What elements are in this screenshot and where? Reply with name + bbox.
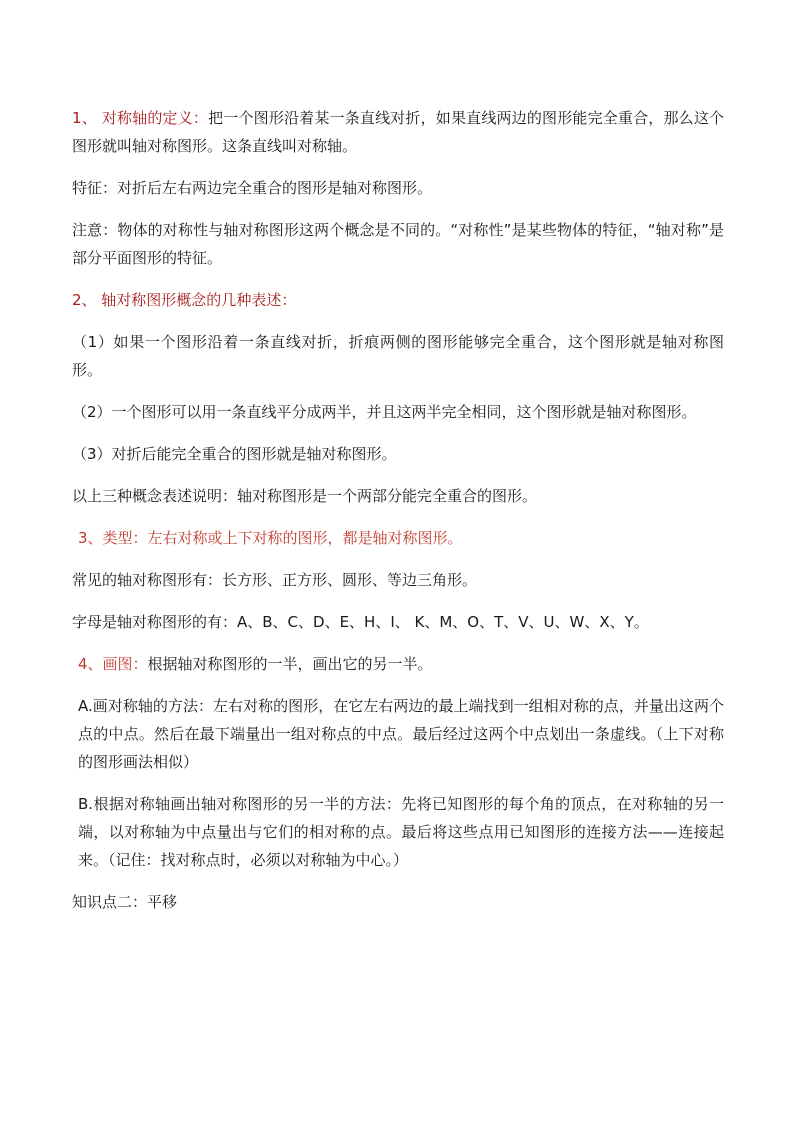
- section-1-text: 把一个图形沿着某一条直线对折，如果直线两边的图形能完全重合，那么这个图形就叫轴对称图形。这条直线叫对称轴。: [72, 109, 725, 155]
- section-3-heading: 3、类型：左右对称或上下对称的图形，都是轴对称图形。: [78, 529, 463, 547]
- statement-1: （1）如果一个图形沿着一条直线对折，折痕两侧的图形能够完全重合，这个图形就是轴对称图形。: [72, 333, 724, 379]
- method-a-paragraph: A.画对称轴的方法：左右对称的图形，在它左右两边的最上端找到一组相对称的点，并量出这两个点的中点。然后在最下端量出一组对称点的中点。最后经过这两个中点划出一条虚线。（上下对称的图形画法相似）: [78, 697, 724, 771]
- section-4-heading: 4、画图：: [78, 655, 148, 673]
- common-shapes-paragraph: 常见的轴对称图形有：长方形、正方形、圆形、等边三角形。: [72, 571, 478, 589]
- statement-3: （3）对折后能完全重合的图形就是轴对称图形。: [72, 445, 397, 463]
- summary-paragraph: 以上三种概念表述说明：轴对称图形是一个两部分能完全重合的图形。: [72, 487, 538, 505]
- letters-paragraph: 字母是轴对称图形的有：A、B、C、D、E、H、I、 K、M、O、T、V、U、W、X、Y。: [72, 613, 649, 631]
- document-body: [72, 104, 724, 930]
- section-1-definition: [72, 104, 724, 160]
- section-1-heading: 1、 对称轴的定义：: [72, 109, 209, 127]
- section-2-heading: 2、 轴对称图形概念的几种表述：: [72, 291, 297, 309]
- section-4-drawing: [72, 650, 724, 678]
- knowledge-point-2: 知识点二：平移: [72, 893, 178, 911]
- section-4-text: 根据轴对称图形的一半，画出它的另一半。: [147, 655, 433, 673]
- feature-paragraph: 特征：对折后左右两边完全重合的图形是轴对称图形。: [72, 179, 433, 197]
- statement-2: （2）一个图形可以用一条直线平分成两半，并且这两半完全相同，这个图形就是轴对称图形。: [72, 403, 697, 421]
- method-b-paragraph: B.根据对称轴画出轴对称图形的另一半的方法：先将已知图形的每个角的顶点，在对称轴的另一端，以对称轴为中点量出与它们的相对称的点。最后将这些点用已知图形的连接方法——连接起来。（记住：找对称点时，必须以对称轴为中心。）: [78, 795, 724, 869]
- note-paragraph: 注意：物体的对称性与轴对称图形这两个概念是不同的。“对称性”是某些物体的特征，“轴对称”是部分平面图形的特征。: [72, 221, 724, 267]
